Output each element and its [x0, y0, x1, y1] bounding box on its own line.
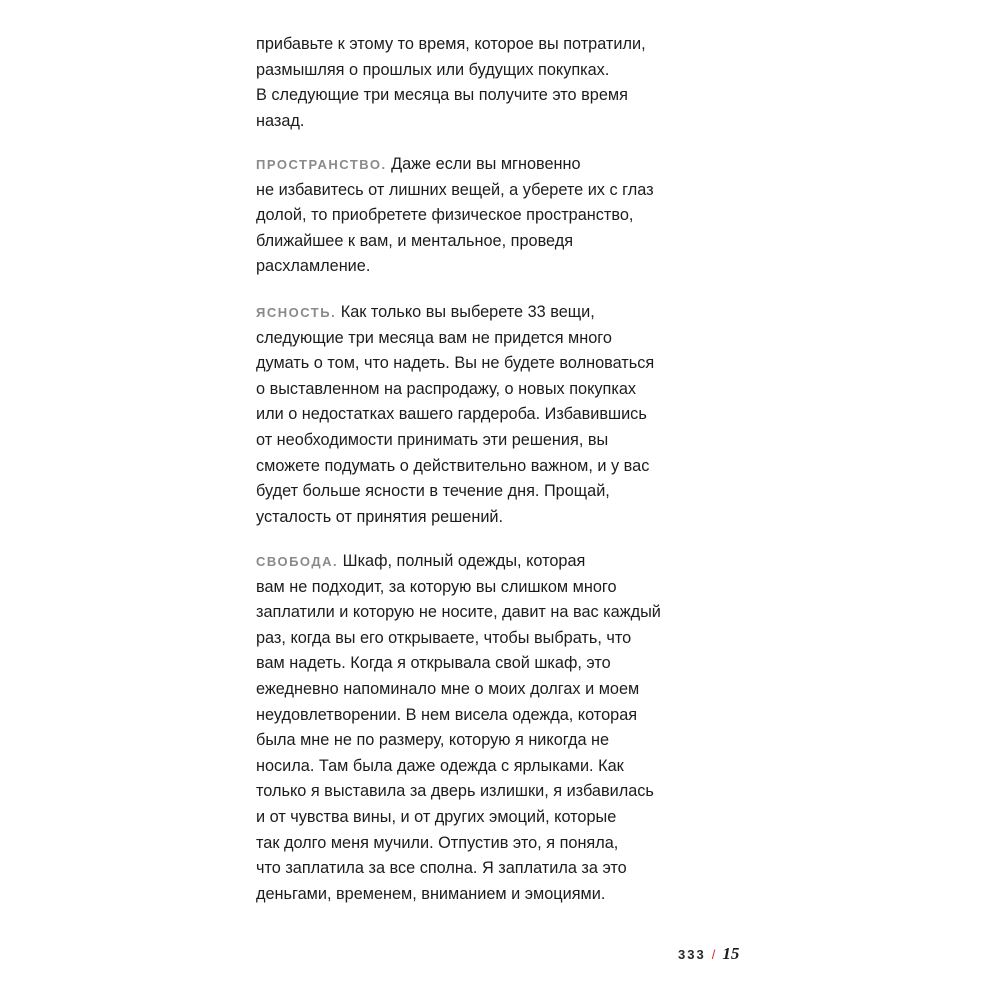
section-heading-clarity: ЯСНОСТЬ.: [256, 305, 337, 320]
text-line: прибавьте к этому то время, которое вы потратили,: [256, 35, 646, 53]
text-line: от необходимости принимать эти решения, вы: [256, 430, 609, 449]
page-number: 15: [722, 944, 740, 963]
text-line: ежедневно напоминало мне о моих долгах и моем: [256, 679, 640, 698]
paragraph-freedom: [256, 549, 661, 907]
paragraph-clarity: [256, 300, 654, 530]
text-line: вам надеть. Когда я открывала свой шкаф, это: [256, 654, 611, 673]
text-line: [256, 300, 654, 326]
text-line: носила. Там была даже одежда с ярлыками. Как: [256, 756, 624, 775]
text-line: расхламление.: [256, 257, 371, 276]
text-line: следующие три месяца вам не придется много: [256, 328, 612, 347]
paragraph-space: [256, 152, 654, 280]
text-run: Как только вы выберете 33 вещи,: [336, 303, 595, 321]
text-line: только я выставила за дверь излишки, я избавилась: [256, 782, 654, 801]
text-line: будет больше ясности в течение дня. Прощай,: [256, 482, 610, 501]
text-line: раз, когда вы его открываете, чтобы выбрать, что: [256, 628, 632, 647]
text-line: В следующие три месяца вы получите это время: [256, 86, 628, 105]
text-run: Шкаф, полный одежды, которая: [338, 552, 586, 570]
text-line: была мне не по размеру, которую я никогда не: [256, 731, 610, 750]
text-line: что заплатила за все сполна. Я заплатила за это: [256, 859, 627, 878]
text-line: о выставленном на распродажу, о новых покупках: [256, 379, 637, 398]
text-line: ближайшее к вам, и ментальное, проведя: [256, 231, 574, 250]
text-line: сможете подумать о действительно важном, и у вас: [256, 456, 650, 475]
text-line: или о недостатках вашего гардероба. Избавившись: [256, 405, 647, 424]
footer-separator: /: [711, 947, 716, 962]
text-line: заплатили и которую не носите, давит на вас каждый: [256, 603, 661, 622]
paragraph-intro: [256, 32, 646, 134]
text-line: долой, то приобретете физическое пространство,: [256, 206, 634, 225]
page-footer: [678, 944, 739, 968]
section-heading-space: ПРОСТРАНСТВО.: [256, 157, 387, 172]
running-title: 333: [678, 947, 706, 962]
text-line: назад.: [256, 111, 305, 130]
text-line: и от чувства вины, и от других эмоций, которые: [256, 807, 617, 826]
text-line: размышляя о прошлых или будущих покупках.: [256, 60, 610, 79]
text-line: так долго меня мучили. Отпустив это, я поняла,: [256, 833, 619, 852]
text-line: думать о том, что надеть. Вы не будете волноваться: [256, 354, 655, 373]
text-run: Даже если вы мгновенно: [386, 155, 581, 173]
section-heading-freedom: СВОБОДА.: [256, 554, 339, 569]
text-line: [256, 549, 661, 575]
text-line: не избавитесь от лишних вещей, а уберете их с глаз: [256, 180, 654, 199]
text-line: деньгами, временем, вниманием и эмоциями.: [256, 884, 606, 903]
text-line: усталость от принятия решений.: [256, 507, 504, 526]
text-line: вам не подходит, за которую вы слишком много: [256, 577, 617, 596]
text-line: неудовлетворении. В нем висела одежда, которая: [256, 705, 638, 724]
text-line: [256, 152, 654, 178]
